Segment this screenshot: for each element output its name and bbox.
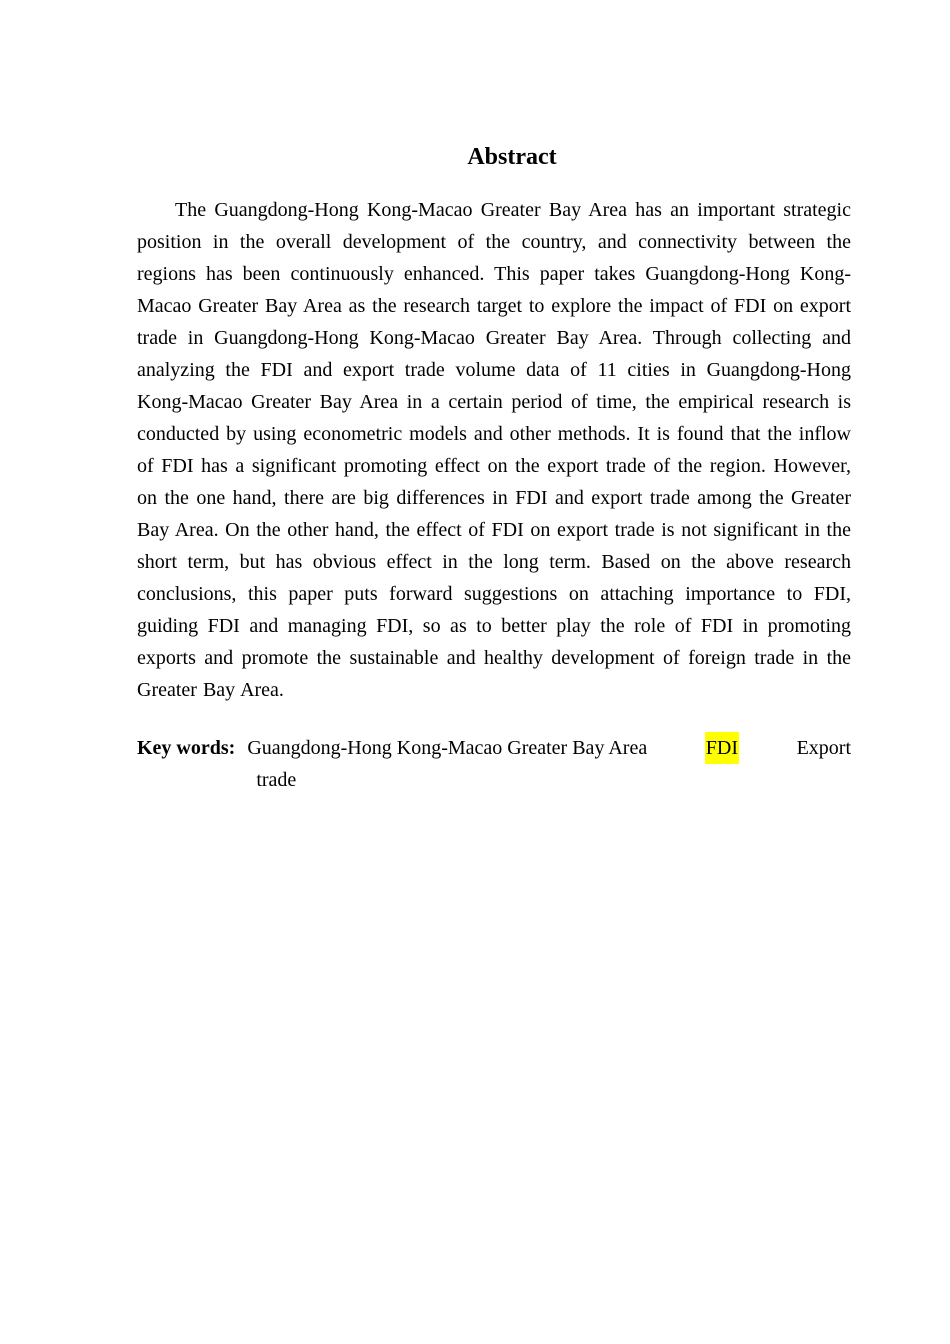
keywords-line bbox=[247, 732, 851, 764]
keyword-item: trade bbox=[256, 769, 297, 791]
abstract-page bbox=[137, 140, 851, 796]
keyword-item: Guangdong-Hong Kong-Macao Greater Bay Area bbox=[247, 737, 648, 759]
abstract-title: Abstract bbox=[467, 144, 557, 170]
keywords-list bbox=[235, 732, 851, 796]
abstract-body: The Guangdong-Hong Kong-Macao Greater Bay Area has an important strategic position in the overall development of the country, and connectivity between the regions has been continuously enhanced. This paper takes Guangdong-Hong Kong-Macao Greater Bay Area as the research target to explore the impact of FDI on export trade in Guangdong-Hong Kong-Macao Greater Bay Area. Through collecting and analyzing the FDI and export trade volume data of 11 cities in Guangdong-Hong Kong-Macao Greater Bay Area in a certain period of time, the empirical research is conducted by using econometric models and other methods. It is found that the inflow of FDI has a significant promoting effect on the export trade of the region. However, on the one hand, there are big differences in FDI and export trade among the Greater Bay Area. On the other hand, the effect of FDI on export trade is not significant in the short term, but has obvious effect in the long term. Based on the above research conclusions, this paper puts forward suggestions on attaching importance to FDI, guiding FDI and managing FDI, so as to better play the role of FDI in promoting exports and promote the sustainable and healthy development of foreign trade in the Greater Bay Area. bbox=[137, 199, 851, 701]
keywords-section bbox=[137, 732, 851, 796]
keyword-item-highlighted: FDI bbox=[705, 732, 739, 764]
keyword-item: Export bbox=[796, 737, 851, 759]
keywords-label: Key words: bbox=[137, 737, 236, 759]
keywords-line bbox=[247, 764, 851, 796]
